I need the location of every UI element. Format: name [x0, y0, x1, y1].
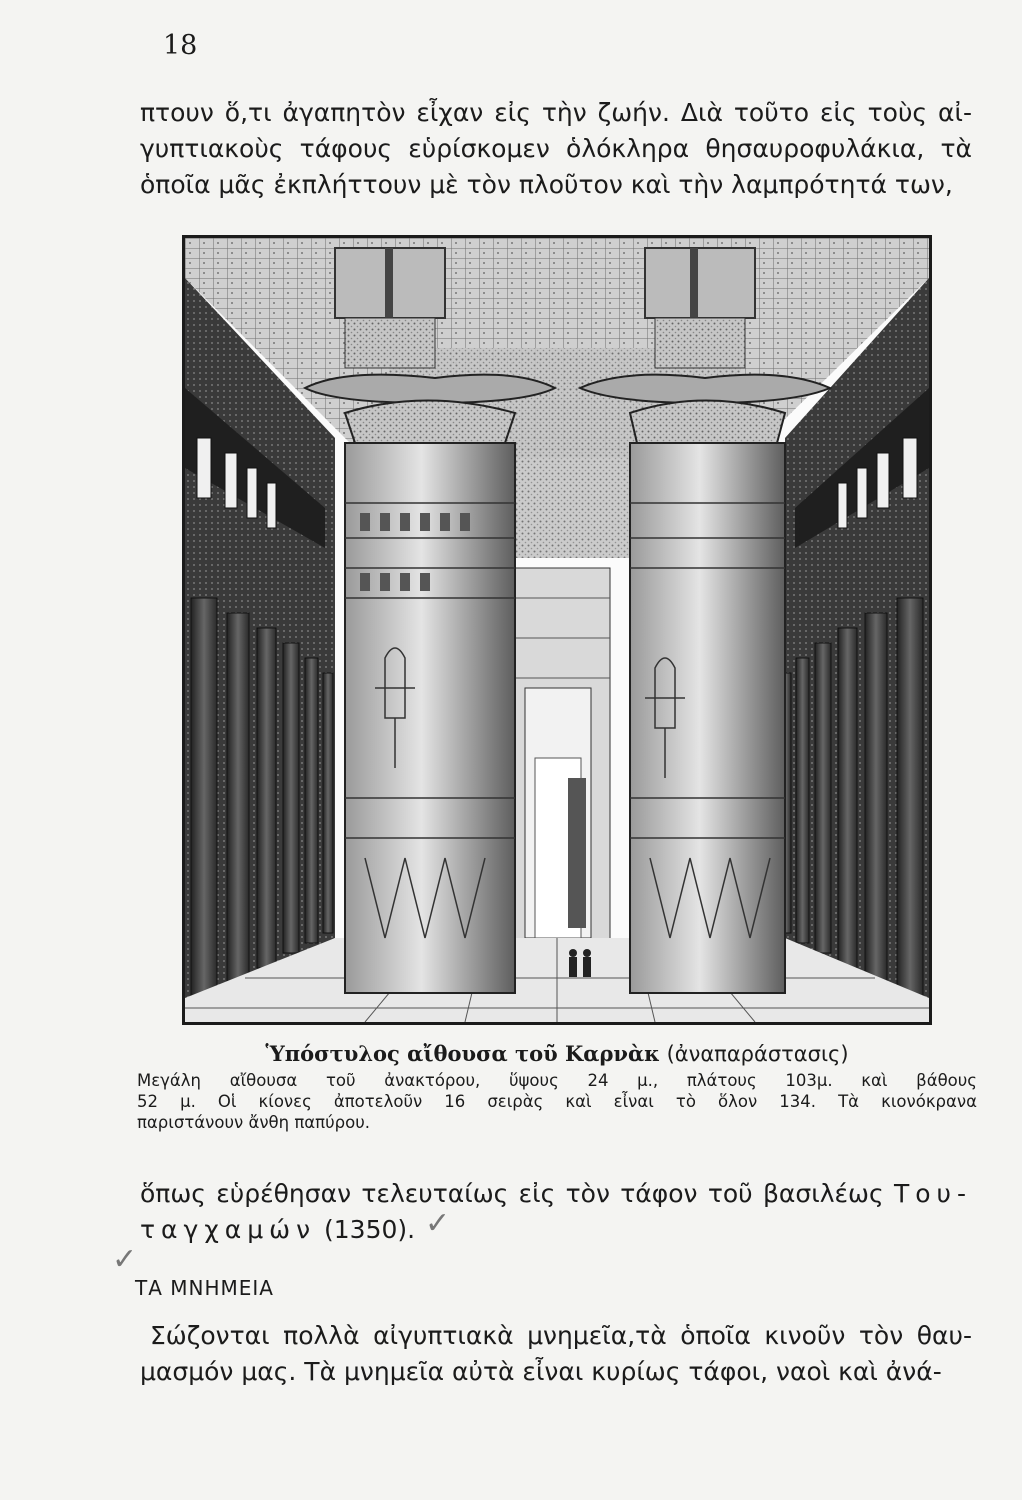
text-line: πτουν ὅ,τι ἀγαπητὸν εἶχαν εἰς τὴν ζωήν. Διὰ τοῦτο εἰς τοὺς αἰ- [140, 98, 972, 127]
text-line: Σώζονται πολλὰ αἰγυπτιακὰ μνημεῖα,τὰ ὁποῖα κινοῦν τὸν θαυ- [150, 1321, 972, 1350]
caption-line: 52 μ. Οἱ κίονες ἀποτελοῦν 16 σειρὰς καὶ εἶναι τὸ ὅλον 134. Τὰ κιονόκρανα [137, 1092, 977, 1111]
caption-description [137, 1070, 977, 1133]
intro-paragraph [140, 95, 972, 203]
monuments-paragraph [140, 1318, 972, 1390]
pencil-check-mark: ✓ [112, 1242, 138, 1277]
king-name-part2: ταγχαμών [140, 1215, 317, 1244]
caption-title-main: Ὑπόστυλος αἴθουσα τοῦ Καρνὰκ [265, 1041, 660, 1066]
year: (1350). [324, 1215, 416, 1244]
figure-caption [137, 1038, 977, 1133]
page-number: 18 [163, 30, 198, 61]
pencil-check-mark: ✓ [425, 1206, 451, 1241]
karnak-hall-illustration [182, 235, 932, 1025]
caption-line: Μεγάλη αἴθουσα τοῦ ἀνακτόρου, ὕψους 24 μ., πλάτους 103μ. καὶ βάθους [137, 1071, 977, 1090]
caption-line: παριστάνουν ἄνθη παπύρου. [137, 1113, 370, 1132]
after-figure-paragraph [140, 1176, 972, 1248]
text-line [140, 1176, 972, 1212]
text-line [140, 1212, 972, 1248]
text-line: μασμόν μας. Τὰ μνημεῖα αὐτὰ εἶναι κυρίως τάφοι, ναοὶ καὶ ἀνά- [140, 1357, 942, 1386]
caption-title-note: (ἀναπαράστασις) [666, 1042, 849, 1066]
king-name-part1: Του- [893, 1179, 973, 1208]
text-line: ὁποῖα μᾶς ἐκπλήττουν μὲ τὸν πλοῦτον καὶ τὴν λαμπρότητά των, [140, 170, 953, 199]
caption-title [137, 1038, 977, 1070]
text-line: γυπτιακοὺς τάφους εὑρίσκομεν ὁλόκληρα θησαυροφυλάκια, τὰ [140, 134, 972, 163]
engraving-drawing [185, 238, 929, 1022]
section-heading: ΤΑ ΜΝΗΜΕΙΑ [135, 1276, 274, 1300]
text-run: ὅπως εὑρέθησαν τελευταίως εἰς τὸν τάφον τοῦ βασιλέως [140, 1179, 884, 1208]
